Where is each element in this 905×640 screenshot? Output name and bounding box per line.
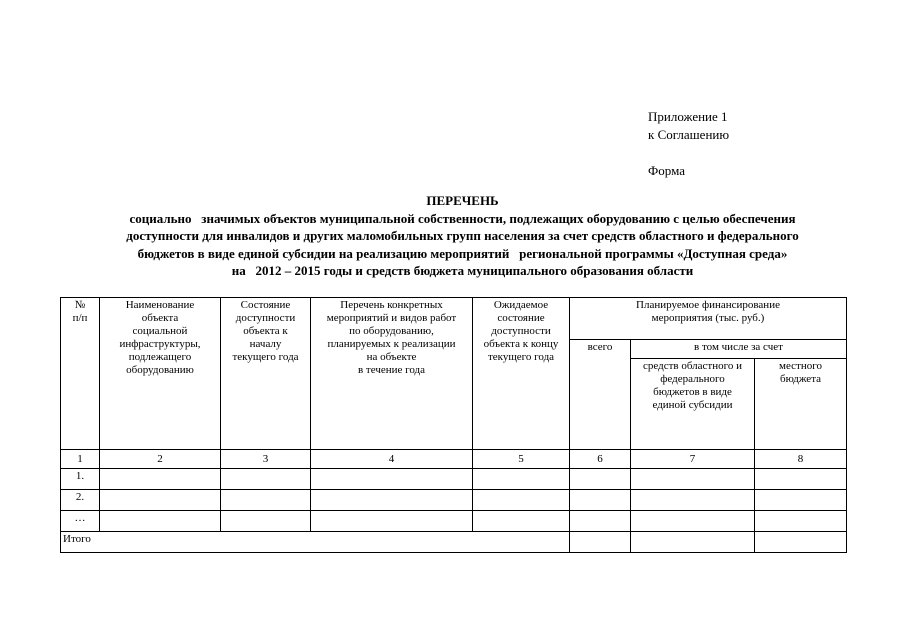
row-number: 1. [61, 469, 100, 490]
title-line-2: доступности для инвалидов и других маломобильных групп населения за счет средств областного и федерального [126, 228, 799, 244]
column-number: 4 [311, 450, 473, 469]
title-line-1: социально значимых объектов муниципальной собственности, подлежащих оборудованию с целью обеспечения [129, 210, 796, 226]
table-cell [473, 511, 570, 532]
header-regional-funds: средств областного и федерального бюджетов в виде единой субсидии [631, 359, 755, 450]
header-total: всего [570, 340, 631, 450]
appendix-line-2: к Соглашению [648, 127, 730, 142]
table-cell [311, 511, 473, 532]
table-cell [100, 490, 221, 511]
table-cell [631, 511, 755, 532]
appendix-line-1: Приложение 1 [648, 109, 728, 124]
table-cell [631, 469, 755, 490]
table-cell [221, 490, 311, 511]
spacer [648, 144, 729, 162]
row-number: … [61, 511, 100, 532]
column-number: 8 [755, 450, 847, 469]
column-number: 6 [570, 450, 631, 469]
table-cell [311, 490, 473, 511]
document-title [40, 192, 885, 280]
table-row [61, 490, 847, 511]
column-number: 3 [221, 450, 311, 469]
title-line-3: бюджетов в виде единой субсидии на реализацию мероприятий региональной программы «Доступная среда» [137, 245, 788, 261]
column-number: 2 [100, 450, 221, 469]
header-planned-financing: Планируемое финансирование мероприятия (тыс. руб.) [570, 298, 847, 340]
table-cell [631, 532, 755, 553]
header-object-name: Наименование объекта социальной инфраструктуры, подлежащего оборудованию [100, 298, 221, 450]
total-row [61, 532, 847, 553]
form-label: Форма [648, 163, 685, 178]
table-cell [570, 511, 631, 532]
header-row-1 [61, 298, 847, 340]
header-expected-state: Ожидаемое состояние доступности объекта к концу текущего года [473, 298, 570, 450]
header-initial-state: Состояние доступности объекта к началу текущего года [221, 298, 311, 450]
title-heading: ПЕРЕЧЕНЬ [426, 193, 499, 208]
table-row [61, 469, 847, 490]
column-number: 5 [473, 450, 570, 469]
column-number: 7 [631, 450, 755, 469]
table-cell [570, 532, 631, 553]
table-cell [221, 511, 311, 532]
table-cell [473, 469, 570, 490]
title-line-4: на 2012 – 2015 годы и средств бюджета муниципального образования области [231, 263, 694, 279]
table-cell [570, 490, 631, 511]
table-cell [755, 532, 847, 553]
appendix-block [648, 108, 729, 180]
total-label: Итого [61, 532, 570, 553]
table-cell [473, 490, 570, 511]
column-numbers-row [61, 450, 847, 469]
header-including: в том числе за счет [631, 340, 847, 359]
header-num: № п/п [61, 298, 100, 450]
table-cell [221, 469, 311, 490]
table-cell [755, 490, 847, 511]
table-cell [100, 469, 221, 490]
header-local-budget: местного бюджета [755, 359, 847, 450]
table-cell [570, 469, 631, 490]
objects-table [60, 297, 847, 553]
table-cell [755, 469, 847, 490]
table-cell [311, 469, 473, 490]
table-row [61, 511, 847, 532]
column-number: 1 [61, 450, 100, 469]
table-cell [100, 511, 221, 532]
table-cell [631, 490, 755, 511]
row-number: 2. [61, 490, 100, 511]
header-measures-list: Перечень конкретных мероприятий и видов работ по оборудованию, планируемых к реализации на объекте в течение года [311, 298, 473, 450]
table-cell [755, 511, 847, 532]
